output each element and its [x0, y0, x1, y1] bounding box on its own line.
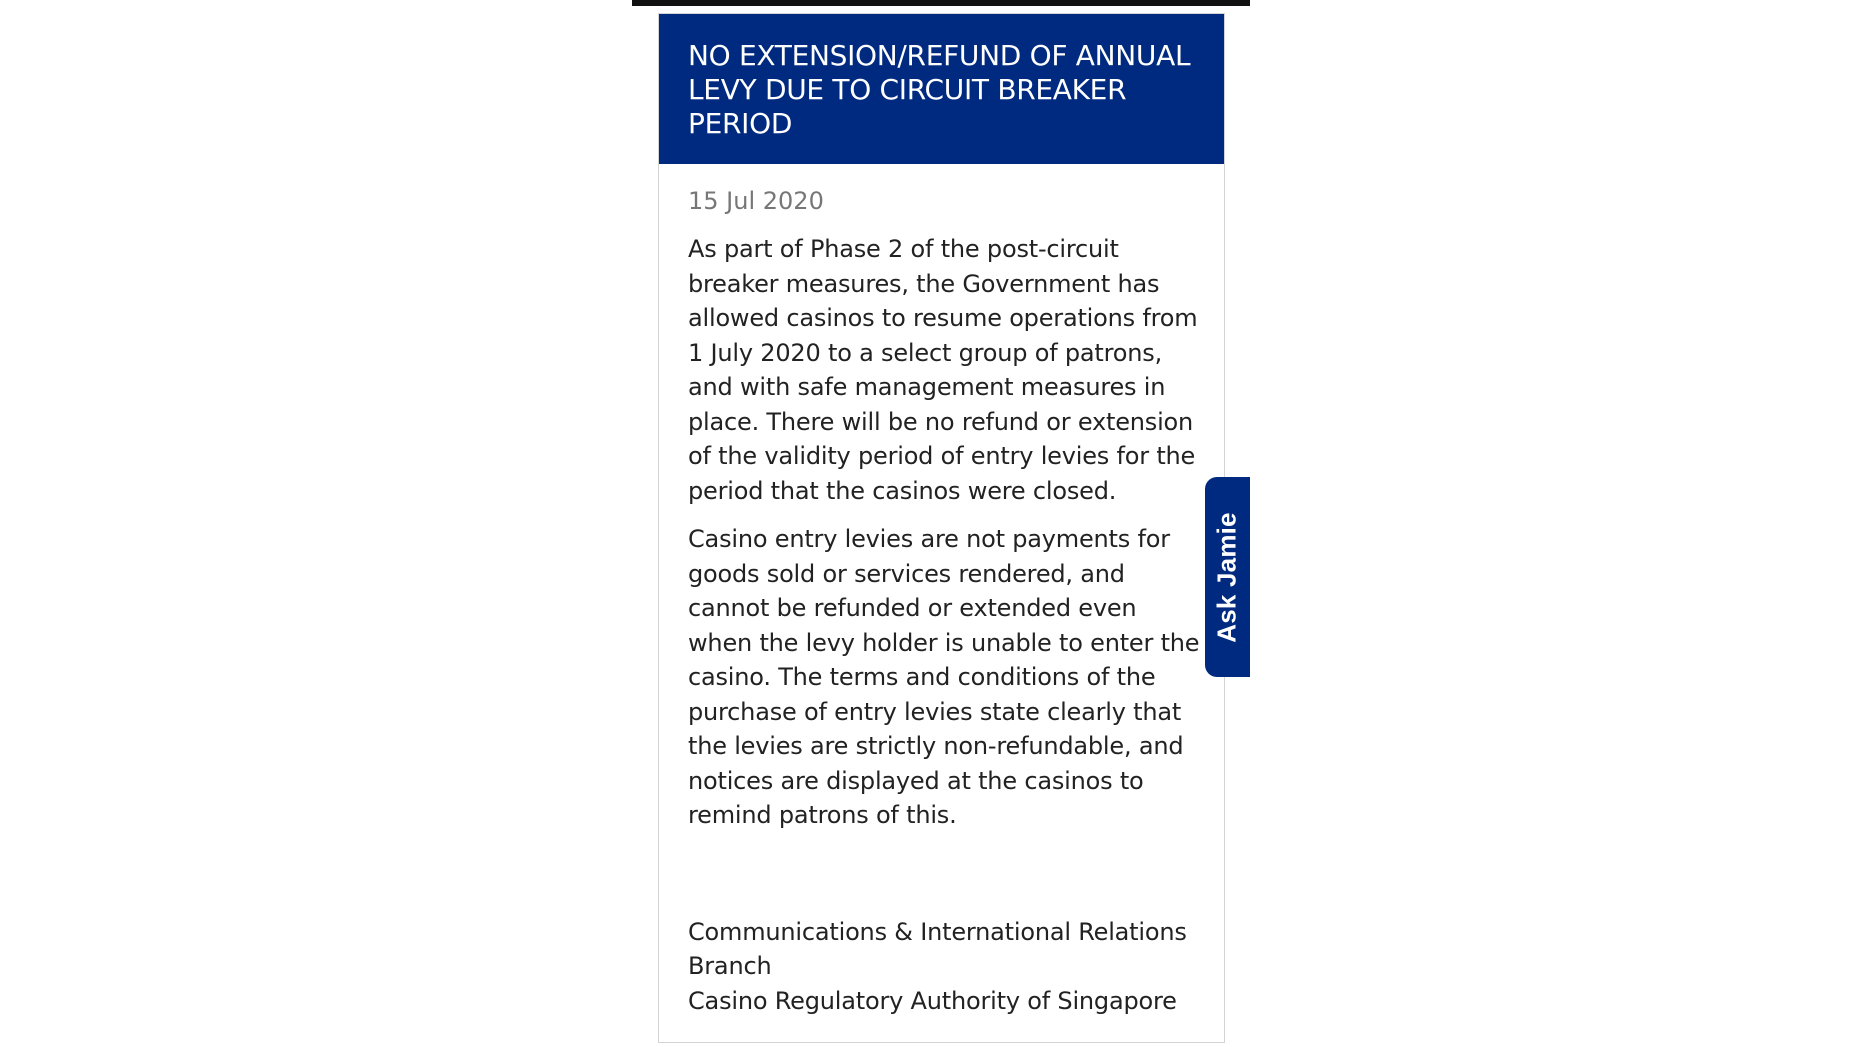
- signoff-branch: Communications & International Relations Branch: [688, 917, 1187, 980]
- ask-jamie-label: Ask Jamie: [1212, 511, 1243, 643]
- article-signoff: [688, 915, 1200, 1019]
- article-body: [659, 164, 1224, 1018]
- article-paragraph-2: Casino entry levies are not payments for goods sold or services rendered, and cannot be refunded or extended even when the levy holder is unable to enter the casino. The terms and conditions of the purchase of entry levies state clearly that the levies are strictly non-refundable, and notices are displayed at the casinos to remind patrons of this.: [688, 525, 1200, 829]
- article-date: 15 Jul 2020: [688, 187, 824, 215]
- signoff-organisation: Casino Regulatory Authority of Singapore: [688, 986, 1177, 1015]
- top-divider-bar: [632, 0, 1250, 6]
- article-title: NO EXTENSION/REFUND OF ANNUAL LEVY DUE TO CIRCUIT BREAKER PERIOD: [659, 14, 1224, 164]
- article-paragraph-1: As part of Phase 2 of the post-circuit breaker measures, the Government has allowed casinos to resume operations from 1 July 2020 to a select group of patrons, and with safe management measures in place. There will be no refund or extension of the validity period of entry levies for the period that the casinos were closed.: [688, 235, 1198, 505]
- news-article-card: [658, 13, 1225, 1043]
- ask-jamie-button[interactable]: [1205, 477, 1250, 677]
